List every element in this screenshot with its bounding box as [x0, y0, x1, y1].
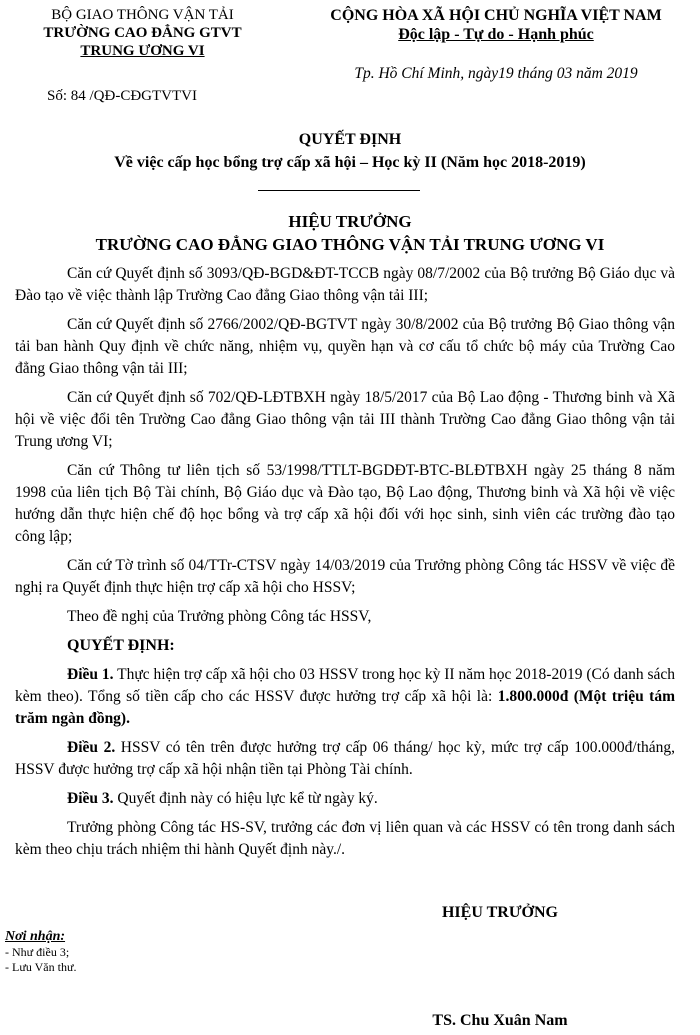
place-date: Tp. Hồ Chí Minh, ngày19 tháng 03 năm 2019: [354, 65, 638, 82]
preamble-paragraph: Căn cứ Tờ trình số 04/TTr-CTSV ngày 14/03/2019 của Trưởng phòng Công tác HSSV về việc đề nghị ra Quyết định thực hiện trợ cấp xã hội cho HSSV;: [15, 557, 675, 596]
article-2: [15, 737, 675, 781]
issuer-block: [10, 6, 275, 60]
preamble-paragraph: Căn cứ Quyết định số 702/QĐ-LĐTBXH ngày 18/5/2017 của Bộ Lao động - Thương binh và Xã hội về việc đổi tên Trường Cao đẳng Giao thông vận tải III thành Trường Cao đẳng Giao thông vận tải Trung ương VI;: [15, 389, 675, 450]
authority-school: TRƯỜNG CAO ĐẲNG GIAO THÔNG VẬN TẢI TRUNG ƯƠNG VI: [95, 235, 605, 254]
recipients-title: Nơi nhận:: [5, 929, 66, 944]
preamble-paragraph: Theo đề nghị của Trưởng phòng Công tác HSSV,: [67, 608, 372, 625]
article-1: [15, 664, 675, 730]
nation-motto-line: [300, 25, 692, 44]
school-name-line2: [10, 42, 275, 60]
signature-role: HIỆU TRƯỞNG: [441, 904, 558, 921]
school-name-line2-text: TRUNG ƯƠNG VI: [80, 43, 205, 59]
preamble-paragraph: Căn cứ Quyết định số 2766/2002/QĐ-BGTVT ngày 30/8/2002 của Bộ trưởng Bộ Giao thông vận tải ban hành Quy định về chức năng, nhiệm vụ, quyền hạn và cơ cấu tổ chức bộ máy của Trường Cao đẳng Giao thông vận tải III;: [15, 316, 675, 377]
article-1-label: Điều 1.: [67, 666, 114, 683]
article-1-amount: 1.800.000đ (Một triệu tám trăm ngàn đồng).: [15, 688, 675, 727]
article-2-label: Điều 2.: [67, 739, 116, 756]
recipient-item: - Như điều 3;: [5, 945, 70, 959]
article-3-label: Điều 3.: [67, 790, 114, 807]
ministry-name: BỘ GIAO THÔNG VẬN TẢI: [51, 7, 234, 23]
document-title: QUYẾT ĐỊNH: [298, 131, 402, 148]
article-3-text: Quyết định này có hiệu lực kể từ ngày ký.: [113, 790, 378, 807]
decision-heading: QUYẾT ĐỊNH:: [67, 637, 175, 654]
document-body: [15, 263, 675, 868]
recipient-item: - Lưu Văn thư.: [5, 960, 77, 974]
article-3: [15, 788, 675, 810]
recipients-block: [5, 929, 205, 975]
nation-name: CỘNG HÒA XÃ HỘI CHỦ NGHĨA VIỆT NAM: [330, 7, 662, 24]
signer-name: TS. Chu Xuân Nam: [432, 1012, 568, 1029]
preamble-paragraph: Căn cứ Quyết định số 3093/QĐ-BGD&ĐT-TCCB ngày 08/7/2002 của Bộ trưởng Bộ Giáo dục và Đào tạo về việc thành lập Trường Cao đẳng Giao thông vận tải III;: [15, 265, 675, 304]
document-number: Số: 84 /QĐ-CĐGTVTVI: [47, 88, 197, 104]
closing-paragraph: Trưởng phòng Công tác HS-SV, trưởng các đơn vị liên quan và các HSSV có tên trong danh sách kèm theo chịu trách nhiệm thi hành Quyết định này./.: [15, 819, 675, 858]
nation-motto: Độc lập - Tự do - Hạnh phúc: [398, 26, 594, 43]
article-1-text: Thực hiện trợ cấp xã hội cho 03 HSSV trong học kỳ II năm học 2018-2019 (Có danh sách kèm theo). Tổng số tiền cấp cho các HSSV được hưởng trợ cấp xã hội là:: [15, 666, 676, 705]
article-2-text: HSSV có tên trên được hưởng trợ cấp 06 tháng/ học kỳ, mức trợ cấp 100.000đ/tháng, HSSV được hưởng trợ cấp xã hội nhận tiền tại Phòng Tài chính.: [15, 739, 676, 778]
school-name-line1: TRƯỜNG CAO ĐẲNG GTVT: [43, 25, 242, 41]
authority-role: HIỆU TRƯỞNG: [288, 212, 412, 231]
national-header: [300, 6, 692, 44]
preamble-paragraph: Căn cứ Thông tư liên tịch số 53/1998/TTLT-BGDĐT-BTC-BLĐTBXH ngày 25 tháng 8 năm 1998 của liên tịch Bộ Tài chính, Bộ Giáo dục và Đào tạo, Bộ Lao động, Thương binh và Xã hội về việc hướng dẫn thực hiện chế độ học bổng và trợ cấp xã hội đối với học sinh, sinh viên các trường đào tạo công lập;: [15, 462, 675, 545]
document-subtitle: Về việc cấp học bổng trợ cấp xã hội – Học kỳ II (Năm học 2018-2019): [114, 154, 586, 171]
title-divider: [258, 190, 420, 191]
